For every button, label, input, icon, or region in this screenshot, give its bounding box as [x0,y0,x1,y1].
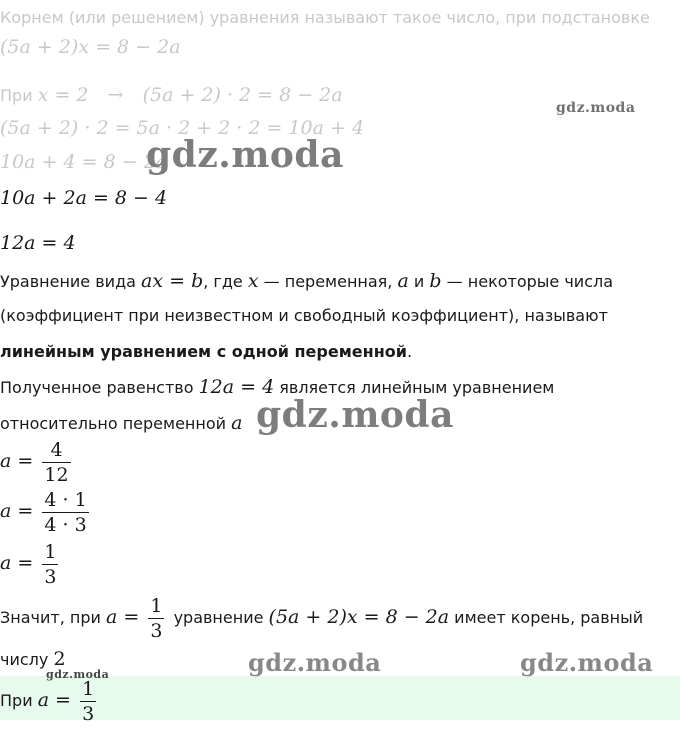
arrow-icon: → [107,84,124,106]
solution-var: a = [0,552,34,574]
watermark: gdz.moda [556,100,636,116]
conclusion-text: Значит, при [0,608,101,627]
conclusion-text: уравнение [173,608,264,627]
obtained-equation: 12a = 4 [198,376,275,398]
fraction [80,677,96,726]
fraction-denominator: 3 [150,620,163,642]
fraction-denominator: 4 · 3 [44,514,87,536]
solution-step-3 [0,540,62,589]
fraction-denominator: 3 [82,703,95,725]
fraction-denominator: 3 [44,566,57,588]
solution-var: a = [0,450,34,472]
watermark: gdz.moda [146,134,344,176]
solution-step-1 [0,438,75,487]
conclusion-line-2 [0,648,66,670]
collect-step: 10a + 2a = 8 − 4 [0,187,168,209]
definition-line-1 [0,270,613,292]
fraction [42,488,88,537]
definition-text: и [413,272,425,291]
answer-var: a = [37,689,71,711]
simplified-step: 12a = 4 [0,232,76,254]
obtained-text: относительно переменной [0,414,227,433]
obtained-variable: a [231,412,243,434]
definition-text: Уравнение вида [0,272,136,291]
obtained-line-2 [0,412,242,434]
answer-line [0,677,100,726]
definition-text: — некоторые числа [446,272,614,291]
fraction-numerator: 1 [150,595,163,617]
expand-step: (5a + 2) · 2 = 5a · 2 + 2 · 2 = 10a + 4 [0,117,365,139]
watermark: gdz.moda [248,648,382,677]
obtained-text: является линейным уравнением [279,378,555,397]
substitution-line [0,84,343,106]
answer-prefix: При [0,691,33,710]
fraction [42,540,58,589]
definition-line-2: (коэффициент при неизвестном и свободный коэффициент), называют [0,306,608,325]
definition-b: b [429,270,442,292]
intro-equation: (5a + 2)x = 8 − 2a [0,36,181,58]
answer-box [0,676,680,720]
solution-step-2 [0,488,93,537]
watermark: gdz.moda [520,648,654,677]
fraction-numerator: 1 [82,678,95,700]
fraction [42,438,70,487]
after-expand-step: 10a + 4 = 8 − 2a [0,151,168,173]
fraction-denominator: 12 [44,464,69,486]
definition-text: , где [203,272,243,291]
fraction [148,594,164,643]
fraction-numerator: 1 [44,541,57,563]
conclusion-text: числу [0,650,49,669]
conclusion-line-1 [0,594,643,643]
definition-x: x [247,270,259,292]
intro-text: Корнем (или решением) уравнения называют такое число, при подстановке [0,8,650,27]
fraction-numerator: 4 · 1 [44,489,87,511]
sub-x: x = 2 [37,84,89,106]
obtained-text: Полученное равенство [0,378,194,397]
definition-text: — переменная, [263,272,393,291]
definition-period: . [406,342,413,361]
sub-prefix: При [0,86,33,105]
conclusion-text: имеет корень, равный [454,608,644,627]
watermark: gdz.moda [46,668,110,681]
definition-line-3 [0,342,412,361]
definition-term: линейным уравнением с одной переменной [0,342,407,361]
definition-ax: ax = b [141,270,204,292]
conclusion-equation: (5a + 2)x = 8 − 2a [268,606,450,628]
fraction-numerator: 4 [42,438,70,463]
definition-a: a [397,270,409,292]
conclusion-value: 2 [53,648,66,670]
sub-expression: (5a + 2) · 2 = 8 − 2a [142,84,343,106]
watermark: gdz.moda [256,394,454,436]
conclusion-var: a = [105,606,140,628]
solution-var: a = [0,500,34,522]
